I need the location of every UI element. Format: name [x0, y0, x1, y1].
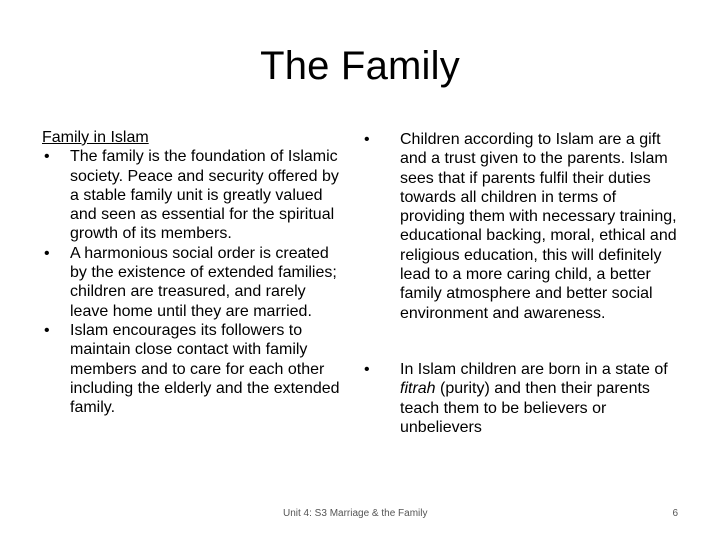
right-bullet-list	[364, 130, 680, 437]
bullet-text: A harmonious social order is created by the existence of extended families; children are treasured, and rarely leave home until they are married.	[70, 244, 337, 320]
bullet-icon: •	[364, 131, 370, 148]
list-item	[42, 321, 344, 417]
bullet-text	[400, 361, 668, 436]
bullet-text: Children according to Islam are a gift and a trust given to the parents. Islam sees that if parents fulfil their duties towards all children in terms of providing them with necessary training, educational backing, moral, ethical and religious education, this will definitely lead to a more caring child, a better family atmosphere and better social environment and awareness.	[400, 131, 677, 322]
right-column	[364, 130, 680, 437]
bullet-text: The family is the foundation of Islamic society. Peace and security offered by a stable family unit is greatly valued and seen as essential for the spiritual growth of its members.	[70, 148, 339, 243]
bullet-text-part: In Islam children are born in a state of	[400, 360, 668, 378]
left-column	[42, 128, 344, 417]
section-heading: Family in Islam	[42, 129, 149, 146]
list-item	[42, 244, 344, 321]
list-item	[364, 130, 680, 323]
bullet-icon: •	[44, 321, 50, 339]
bullet-text: Islam encourages its followers to maintain close contact with family members and to care for each other including the elderly and the extended family.	[70, 321, 340, 417]
footer-text: Unit 4: S3 Marriage & the Family	[283, 508, 428, 519]
bullet-icon: •	[364, 360, 370, 378]
bullet-icon: •	[44, 148, 50, 166]
page-number: 6	[672, 508, 678, 519]
slide-title: The Family	[260, 44, 460, 88]
left-bullet-list	[42, 147, 344, 417]
list-item	[42, 147, 344, 243]
bullet-icon: •	[44, 244, 50, 262]
fitrah-term: fitrah	[400, 380, 436, 398]
bullet-text-part: (purity) and then their parents teach them to be believers or unbelievers	[400, 380, 650, 436]
list-item	[364, 360, 680, 437]
